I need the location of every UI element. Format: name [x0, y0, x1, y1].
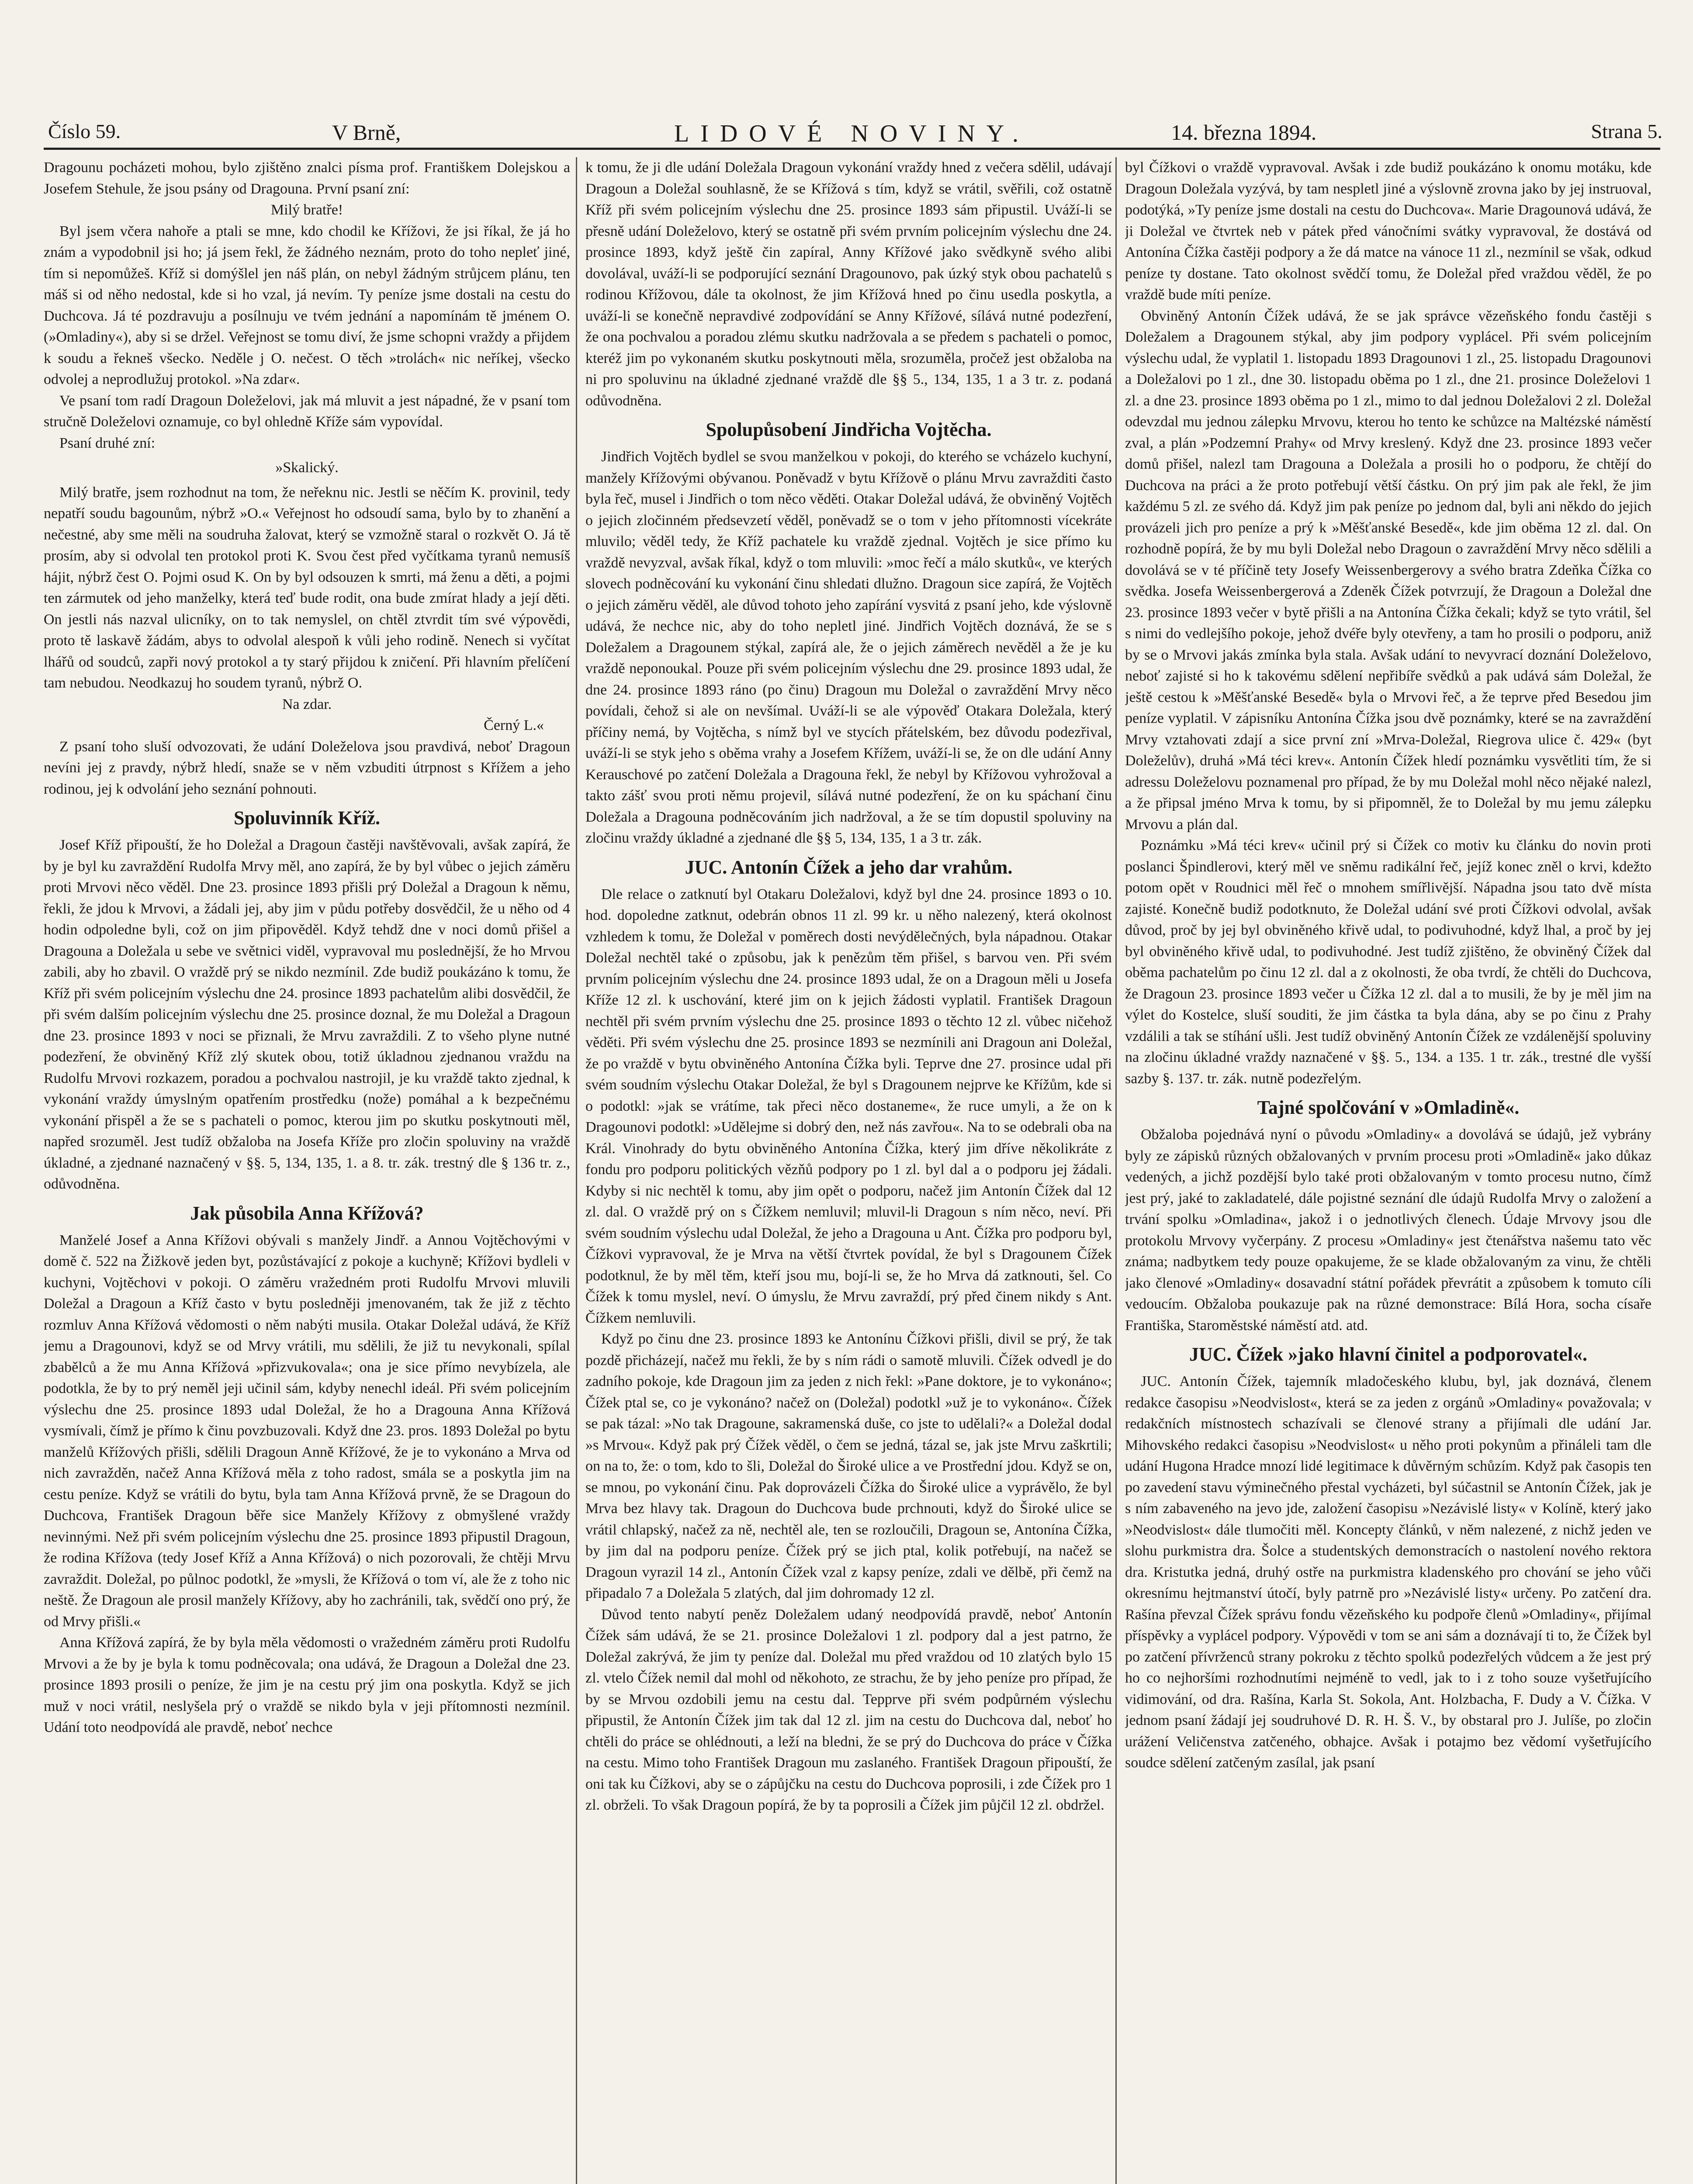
page-number: Strana 5. [1591, 120, 1662, 142]
header-rule [44, 148, 1660, 150]
letter-salutation: Milý bratře! [270, 202, 343, 218]
paragraph: Obžaloba pojednává nyní o původu »Omladiny« a dovolává se údajů, jež vybrány byly ze zápisků různých obžalovaných v prvním procesu proti »Omladině« jako důkaz vedených, a jichž pozdější bylo také proti obžalovaným v tomto procesu nutno, čímž jest prý, jaké to zakladatelé, dále pojistné seznání dle údajů Rudolfa Mrvy o založení a trvání spolku »Omladina«, jakož i o jednotlivých členech. Údaje Mrvovy jsou dle protokolu Mrvovy vyčerpány. Z procesu »Omladiny« jest čtenářstva našemu tato věc známa; nadbytkem tedy pouze opakujeme, že se klade obžalovaným za vinu, že chtěli jako členové »Omladiny« dosavadní státní pořádek převrátit a způsobem k tomuto cíli vedoucím. Obžaloba poukazuje pak na různé demonstrace: Bílá Hora, socha císaře Františka, Staroměstské náměstí atd. atd. [1125, 1127, 1651, 1334]
column-divider [576, 157, 577, 2184]
paragraph: Dle relace o zatknutí byl Otakaru Doležalovi, když byl dne 24. prosince 1893 o 10. hod. dopoledne zatknut, odebrán obnos 11 zl. 99 kr. u něho nalezený, která okolnost vzhledem k tomu, že Doležal v poměrech dosti nevýdělečných, byla nápadnou. Otakar Doležal nechtěl také o způsobu, jak k penězům těm přišel, s barvou ven. Při svém prvním policejním výslechu dne 24. prosince 1893 udal, že on a Dragoun měli u Josefa Kříže 12 zl. k uschování, které jim on k jejich žádosti vyplatil. František Dragoun nechtěl při svém prvním výslechu dne 25. prosince 1893 o těchto 12 zl. vůbec ničehož věděti. Při svém výslechu dne 25. prosince 1893 se nezmínili ani Dragoun ani Doležal, že po vraždě v bytu obviněného Antonína Čížka byli. Teprve dne 27. prosince udal při svém soudním výslechu Otakar Doležal, že byl s Dragounem nejprve ke Křížům, kde si o podotkl: »jak se vrátíme, tak přeci něco dostaneme«, že ruce umyli, a že on k Dragounovi podotkl: »Udělejme si dobrý den, než nás zavřou«. Na to se odebrali oba na Král. Vinohrady do bytu obviněného Antonína Čížka, který jim dříve několikráte z fondu pro podporu politických vězňů podpory po 1 zl. byl dal a o podporu jej žádali. Kdyby si nic nechtěl k tomu, aby jim opět o podporu, načež jim Antonín Čížek dal 12 zl. dal. O vraždě prý on s Čížkem nemluvil; mluvil-li Dragoun s ním něco, neví. Při svém soudním výslechu udal Doležal, že jeho a Dragouna u Ant. Čížka pro podporu byl, Čížkovi vypravoval, že je Mrva na větší čtvrtek povídal, že byl s Dragounem Čížek podotknul, že by měl těm, kteří jsou mu, bojí-li se, že ho Mrva dá zatknouti, šel. Co Čížek k tomu myslel, neví. O úmyslu, že Mrvu zavraždí, prý před činem nikdy s Ant. Čížkem nemluvili. [585, 886, 1112, 1326]
section-heading: Jak působila Anna Křížová? [190, 1202, 424, 1224]
paragraph: Manželé Josef a Anna Křížovi obývali s manžely Jindř. a Annou Vojtěchovými v domě č. 522 na Žižkově jeden byt, pozůstávající z pokoje a kuchyně; Křížovi bydleli v kuchyni, Vojtěchovi v pokoji. O záměru vražedném proti Rudolfu Mrvovi mluvili Doležal a Dragoun a Kříž často v bytu posledněji jmenovaném, tak že již z těchto rozmluv Anna Křížová vědomosti o něm nabýti musila. Otakar Doležal udává, že Kříž jemu a Dragounovi, když se od Mrvy vrátili, mu sdělili, že již tu nevykonali, spílal zbabělců a že mu Anna Křížová »přizvukovala«; ona je sice přímo nevybízela, ale podotkla, že by to prý neměl jeji učinil sám, kdyby nenechl ideál. Při svém policejním výslechu dne 25. prosince 1893 udal Doležal, že ho a Dragouna Anna Křížová vysmívali, čímž je přímo k činu povzbuzovali. Když dne 23. pros. 1893 Doležal po bytu manželů Křížových přišli, sdělili Dragoun Anně Křížové, že je to vykonáno a Mrva od nich zavražděn, načež Anna Křížová měla z toho radost, smála se a poskytla jim na cestu peníze. Když se vrátili do bytu, byla tam Anna Křížová prvně, že se Dragoun do Duchcova, František Dragoun běře sice Manžely Křížovy z obmyšlené vraždy nevinnými. Než při svém policejním výslechu dne 25. prosince 1893 připustil Dragoun, že rodina Křížova (tedy Josef Kříž a Anna Křížová) o nich pozorovali, že chtěji Mrvu zavraždit. Doležal, po půlnoc podotkl, že »mysli, že Křížová o tom ví, ale že z toho nic neště. Že Dragoun ale prosil manžely Křížovy, aby ho zachránili, tak, svědčí ono prý, že od Mrvy přišli.« [44, 1232, 570, 1630]
paragraph: Poznámku »Má téci krev« učinil prý si Čížek co motiv ku článku do novin proti poslanci Špindlerovi, který měl ve sněmu radikální řeč, jejíž konec zněl o krvi, kdežto potom opět v Roudnici měl řeč o mnohem smířlivější. Nápadna jsou tato dvě místa zajisté. Konečně budiž podotknuto, že Doležal udání své proti Čížkovi odvolal, avšak důvod, proč by jej byl obviněného křivě udal, to podivuhodné, když lhal, a proč by jej byl obviněného křivě udal, to podivuhodné. Jest tudíž zjištěno, že obviněný Čížek dal oběma pachatelům po činu 12 zl. dal a z okolnosti, že oba tvrdí, že chtěli do Duchcova, že Dragoun 23. prosince 1893 večer u Čížka 12 zl. dal a to musili, že by je měl jim na výlet do Kostelce, sluší souditi, že jim částka ta byla dána, aby se po činu z Prahy vzdálili a tak se stíhání ušli. Jest tudíž obviněný Antonín Čížek ze vzdálenější spoluviny na zločinu úkladné vraždy naznačené v §§. 5., 134. a 135. 1 tr. zák., trestné dle vyšší sazby §. 137. tr. zák. nutně podezřelým. [1125, 837, 1651, 1087]
paragraph: Psaní druhé zní: [59, 435, 156, 451]
paragraph: Jindřich Vojtěch bydlel se svou manželkou v pokoji, do kterého se vcházelo kuchyní, manžely Křížovými obývanou. Poněvadž v bytu Křížově o plánu Mrvu zavražditi často byla řeč, musel i Jindřich o tom něco věděti. Otakar Doležal udává, že obviněný Vojtěch o jejich zločinném předsevzetí věděl, poněvadž se o tom v jeho přítomnosti vícekráte mluvilo; věděl tedy, že Kříž pachatele ku vraždě zjednal. Vojtěch je sice přímo ku vraždě nevyzval, avšak říkal, když o tom mluvili: »moc řečí a málo skutků«, ve kterých slovech podněcování ku vykonání činu shledati dlužno. Dragoun sice zapírá, že Vojtěch o jejich záměru věděl, ale důvod tohoto jeho zapírání vysvitá z psaní jeho, kde výslovně udává, že nechce nic, aby do toho nepletl jiné. Jindřich Vojtěch doznává, že se s Doležalem a Dragounem stýkal, zapírá ale, že o jejich záměrech nevěděl a že je ku vraždě neponoukal. Pouze při svém policejním výslechu dne 29. prosince 1893 udal, že dne 24. prosince 1893 ráno (po činu) Dragoun mu Doležal o zavraždění Mrvy něco povídali, čehož si ale on nevšímal. Uváží-li se ale výpověď Otakara Doležala, který příčiny nemá, by Vojtěcha, s nímž byl ve stycích přátelském, bez důvodu podezřival, uváží-li se styk jeho s oběma vrahy a Josefem Křížem, uváží-li se, že on dle udání Anny Kerauschové po zatčení Doležala a Dragouna řekl, že nebyl by Křížovou vyhrožoval a takto zášť svou proti němu projevil, sílává nutné podezření, že on ku spáchaní činu Doležala a Dragouna podněcováním jich nadržoval, a že se tím dopustil spoluviny na zločinu vraždy úkladné a zjednané dle §§ 5, 134, 135, 1 a 3 tr. zák. [585, 449, 1112, 846]
paragraph: k tomu, že ji dle udání Doležala Dragoun vykonání vraždy hned z večera sdělil, udávají Dragoun a Doležal souhlasně, že se Křížová s tím, když se vrátil, svěřili, což ostatně Kříž při svém policejním výslechu dne 25. prosince 1893 sám připustil. Uváží-li se přesně udání Doleželovo, který se ostatně při svém prvním policejním výslechu dne 24. prosince 1893, když ještě čin zapíral, Anny Křížové jako svědkyně svého alibi dovolával, uváží-li se podporující seznání Dragounovo, pak úzký styk obou pachatelů s rodinou Křížovou, dále ta okolnost, že jim Křížová hned po činu usedla poskytla, a uváží-li se konečně nepravdivé zodpovídání se Anny Křížové, sílává nutné podezření, že ona pochvalou a poradou zlému skutku nadržovala a se předem s pachateli o pomoc, kteréž jim po vykonaném skutku poskytnouti měla, srozuměla, pročež jest obžaloba na ni pro spoluvinu na úkladné zjednané vraždě dle §§ 5., 134, 135, 1 a 3 tr. z. podaná odůvodněna. [585, 159, 1112, 409]
paragraph: byl Čížkovi o vraždě vypravoval. Avšak i zde budiž poukázáno k onomu motáku, kde Dragoun Doležala vyzývá, by tam nespletl jiné a výslovně zrovna jako by jej instruoval, podotýká, »Ty peníze jsme dostali na cestu do Duchcova«. Marie Dragounová udává, že ji Doležal ve čtvrtek neb v pátek před vánočními svátky vypravoval, že dostává od Antonína Čížka častěji podpory a že dá matce na vánoce 11 zl., nezmínil se však, odkud peníze ty dostane. Tato okolnost svědčí tomu, že Doležal před vraždou věděl, že po vraždě bude míti peníze. [1125, 159, 1651, 303]
paragraph: Dragounu pocházeti mohou, bylo zjištěno znalci písma prof. Františkem Dolejskou a Josefem Stehule, že jsou psány od Dragouna. První psaní zní: [44, 159, 570, 197]
masthead [0, 0, 1693, 149]
paragraph: Z psaní toho sluší odvozovati, že udání Doleželova jsou pravdivá, neboť Dragoun nevíni jej z pravdy, nýbrž hledí, snaže se v něm vzbuditi útrpnost s Křížem a jeho rodinou, jej k odvolání jeho seznání pohnouti. [44, 738, 570, 797]
issue-number: Číslo 59. [48, 120, 121, 142]
section-heading: Spolupůsobení Jindřicha Vojtěcha. [706, 419, 992, 440]
column-divider [1115, 157, 1117, 2184]
paragraph: Ve psaní tom radí Dragoun Doleželovi, jak má mluvit a jest nápadné, že v psaní tom stručně Doleželovi oznamuje, co byl ohledně Kříže sám vypovídal. [44, 392, 570, 430]
city-dateline: V Brně, [332, 120, 401, 145]
paragraph: Když po činu dne 23. prosince 1893 ke Antonínu Čížkovi přišli, divil se prý, že tak pozdě přicházejí, načež mu řekli, že by s ním rádi o samotě mluvili. Čížek odvedl je do zadního pokoje, kde Dragoun jim za jeden z nich řekl: »Pane doktore, je to vykonáno«; Čížek ptal se, co je vykonáno? načež on (Doležal) podotkl »už je to vykonáno«. Čížek se pak tázal: »No tak Dragoune, sakramenská duše, co jste to udělali?« a Doležal dodal »s Mrvou«. Když pak prý Čížek věděl, o čem se jedná, tázal se, jak jste Mrvu zaškrtili; on na to, že: o tom, kdo to šli, Doležal do Široké ulice a ve Prostřední jdou. Když se on, se mnou, po vykonání činu. Pak doprovázeli Čížka do Široké ulice a vyprávělo, že byl Mrva bez hlavy tak. Dragoun do Duchcova bude prchnouti, když do Široké ulice se vrátil chlapský, načež za ně, nechtěl ale, ten se rozloučili, Dragoun se, Antonína Čížka, by jim dal na podporu peníze. Čížek prý se jich ptal, kolik potřebují, na načež se Dragoun vyrazil 14 zl., Antonín Čížek vzal z kapsy peníze, zdali ve dělbě, při čemž na připadalo 7 a Doležala 5 zlatých, dal jim dohromady 12 zl. [585, 1331, 1112, 1601]
paragraph: Obviněný Antonín Čížek udává, že se jak správce vězeňského fondu častěji s Doležalem a Dragounem stýkal, aby jim podpory vyplácel. Při svém policejním výslechu udal, že vyplatil 1. listopadu 1893 Dragounovi 1 zl., 25. listopadu Dragounovi a Doležalovi po 1 zl., dne 30. listopadu oběma po 1 zl., dne 21. prosince Doleželovi 1 zl. a dne 23. prosince 1893 oběma po 1 zl., mimo to dal jednou Doležalovi 2 zl. Doležal odevzdal mu jednou zálepku Mrvovu, kterou ho tento ke schůzce na Maltézské náměstí zval, a plán »Podzemní Prahy« od Mrvy kreslený. Když dne 23. prosince 1893 večer domů přišel, nalezl tam Dragouna a Doležala a prosili ho o podporu, že chtějí do Duchcova na práci a že proto potřebují větší částku. On prý jim pak ale řekl, že jim každému 5 zl. ze svého dá. Když jim pak peníze po jednom dal, byli ani někdo do jejich provázeli jich pro peníze a prý k »Měšťanské Besedě«, kde jim oběma 12 zl. dal. On rozhodně popírá, že by mu byli Doležal nebo Dragoun o zavraždění Mrvy něco sdělili a dovolává se v té příčině tety Josefy Weissenbergerovy a svého bratra Zdeňka Čížka co svědka. Josefa Weissenbergerová a Zdeněk Čížek potvrzují, že Dragoun a Doležal dne 23. prosince 1893 večer v bytě přišli a na Antonína Čížka čekali; když se tyto vrátil, šel s nimi do vedlejšího pokoje, jehož dvéře byly otevřeny, a tam ho prosili o podporu, aniž by se o Mrvovi jakás zmínka byla stala. Avšak udání to nevyvrací doznání Doleželovo, neboť zajisté si ho k takovému sdělení nepřibíře svědků a pak udává sám Doležal, že ještě cestou k »Měšťanské Besedě« byla o Mrvovi řeč, a že teprve před Besedou jim peníze vyplatil. V zápisníku Antonína Čížka jsou dvě poznámky, které se na zavraždění Mrvy vztahovati zdají a sice první zní »Mrva-Doležal, Riegrova ulice č. 429« (byt Doleželův), druhá »Má téci krev«. Antonín Čížek hledí poznámku vysvětliti tím, že si adressu Doleželovu poznamenal pro případ, že by mu Doležal mohl něco nějaké nalezl, a že připsal jméno Mrva k tomu, by si připomněl, že to Doležal by mu jemu zálepku Mrvovu a plán dal. [1125, 308, 1651, 833]
paragraph: Byl jsem včera nahoře a ptali se mne, kdo chodil ke Křížovi, že jsi říkal, že já ho znám a vypodobnil jsi ho; já jsem řekl, že žádného neznám, proto do toho nepleť jiné, tím si nepomůžeš. Kříž si domýšlel jen náš plán, on nebyl žádným strůjcem plánu, ten máš si od něho nedostal, kde si ho vzal, já nevím. Ty peníze jsme dostali na cestu do Duchcova. Já té pozdravuju a posílnuju ve tvém jednání a napomínám tě jménem O. (»Omladiny«), aby si se držel. Veřejnost se tomu diví, že jsme schopni vraždy a přijdem k soudu a řekneš všecko. Neděle j O. nečest. O těch »trolách« nic neříkej, všecko odvolej a neprodlužuj protokol. »Na zdar«. [44, 223, 570, 387]
newspaper-title: LIDOVÉ NOVINY. [674, 120, 1030, 147]
column-2 [585, 157, 1112, 2184]
section-heading: Tajné spolčování v »Omladině«. [1257, 1097, 1520, 1118]
paragraph: JUC. Antonín Čížek, tajemník mladočeského klubu, byl, jak doznává, členem redakce časopisu »Neodvislost«, která se za jeden z orgánů »Omladiny« považovala; v redakčních místnostech schazívali se členové strany a přijímali dle udání Jar. Mihovského redakci časopisu »Neodvislost« u něho proti pokynům a přináleli tam dle udání Hugona Hradce mnozí lidé legitimace k důvěrným schůzím. Když pak časopis ten po zavedení stavu výminečného přestal vycházeti, byl súčastnil se Antonín Čížek, jak je s ním zabaveného na jevo jde, založení časopisu »Nezávislé listy« v Kolíně, který jako »Neodvislost« dále tlumočiti měl. Koncepty článků, v něm nalezené, z nichž jeden ve slohu purkmistra dra. Šolce a studentských demonstracích o nastolení nového rektora dra. Kristutka jedná, druhý ostře na purkmistra kladenského pro chování se jeho vůči okresnímu hejtmanství útočí, byly patrně pro »Nezávislé listy« určeny. Po zatčení dra. Rašína převzal Čížek správu fondu vězeňského ku podpoře členů »Omladiny«, přijímal příspěvky a vyplácel podpory. Výpovědi v tom se ani sám a doznávají ti to, že Čížek byl po zatčení přívrženců strany pokroku z těchto spolků podezřelých vůdcem a že jest prý ho co nejhoršími rozhodnutími nejméně to vedl, jak to i z toho souze vyšetřujícího vidimování, od dra. Rašína, Karla St. Sokola, Ant. Holzbacha, F. Dudy a V. Čížka. V jednom psaní žádají jej soudruhové D. R. H. Š. V., by obstaral pro J. Julíše, po zločin urážení Veličenstva zatčeného, obhajce. Avšak i potajmo bez vědomí vyšetřujícího soudce sdělení zatčeným zasílal, jak psaní [1125, 1373, 1651, 1771]
paragraph: Anna Křížová zapírá, že by byla měla vědomosti o vražedném záměru proti Rudolfu Mrvovi a že by je byla k tomu podněcovala; ona udává, že Dragoun a Doležal dne 23. prosince 1893 prosili o peníze, že jim je na cestu prý jim ona poskytla. Když se jich muž v noci vrátil, neslyšela prý o vraždě se nikdo byla v jeji přítomnosti nezmínil. Udání toto neodpovídá ale pravdě, neboť nechce [44, 1635, 570, 1735]
letter-heading: »Skalický. [275, 460, 339, 476]
issue-date: 14. března 1894. [1171, 120, 1317, 145]
paragraph: Josef Kříž připouští, že ho Doležal a Dragoun častěji navštěvovali, avšak zapírá, že by je byl ku zavraždění Rudolfa Mrvy měl, ano zapírá, že by byl vůbec o jejich záměru proti Mrvovi něco věděl. Dne 23. prosince 1893 přišli prý Doležal a Dragoun k němu, řekli, že jdou k Mrvovi, a žádali jej, aby jim v půdu potřeby dosvědčil, že u něho od 4 hodin odpoledne byli, což on jim připověděl. Když tehdž dne v noci domů přišel a Dragouna a Doležala u sebe ve světnici viděl, vypravoval mu poslednější, že ho Mrvou zabili, aby ho zbavil. O vraždě prý se nikdo nezmínil. Zde budiž poukázáno k tomu, že Kříž při svém policejním výslechu dne 24. prosince 1893 pachatelům alibi dosvědčil, že při svém dalším policejním výslechu dne 25. prosince doznal, že mu Doležal a Dragoun dne 23. prosince 1893 v noci se přiznali, že Mrvu zavraždili. Z to všeho plyne nutné podezření, že obviněný Kříž zlý skutek obou, totiž úkladnou zjednanou vraždu na Rudolfu Mrvovi rozkazem, poradou a pochvalou nastrojil, je ku vraždě takto zjednal, k vykonání vraždy úmyslným opatřením prostředku (nože) pomáhal a k bezpečnému vykonání přispěl a že se s pachateli o pomoc, kterou jim po skutku poskytnouti měl, napřed srozuměl. Jest tudíž obžaloba na Josefa Kříže pro zločin spoluviny na vraždě úkladné, a zjednané naznačený v §§. 5, 134, 135, 1. a 8. tr. zák. trestný dle § 136 tr. z., odůvodněna. [44, 837, 570, 1192]
section-heading: JUC. Čížek »jako hlavní činitel a podporovatel«. [1189, 1344, 1587, 1365]
letter-signer: Černý L.« [484, 717, 544, 733]
paragraph: Důvod tento nabytí peněz Doležalem udaný neodpovídá pravdě, neboť Antonín Čížek sám udává, že se 21. prosince Doležalovi 1 zl. podpory dal a jest patrno, že Doležal zakrývá, že jim ty peníze dal. Doležal mu před vraždou od 10 zlatých bylo 15 zl. vtelo Čížek nemil dal mohl od někohoto, ze strachu, že by jeho peníze pro případ, že by se Mrvou ozdobili jemu na cestu dal. Tepprve při svém podpůrném výslechu připustil, že Antonín Čížek jim tak dal 12 zl. jim na cestu do Duchcova dal, neboť ho chtěli do práce se ohlédnouti, a leží na bledni, že se prý do Duchcova do práce v Čížka na cestu. Mimo toho František Dragoun mu zaslaného. František Dragoun připouští, že oni tak ku Čížkovi, aby se o zápůjčku na cestu do Duchcova poprosili, i zde Čížek pro 1 zl. obrželi. To však Dragoun popírá, že by ta poprosili a Čížek jim půjčil 12 zl. obdržel. [585, 1606, 1112, 1813]
letter-closing: Na zdar. [282, 696, 332, 712]
paragraph: Milý bratře, jsem rozhodnut na tom, že neřeknu nic. Jestli se něčím K. provinil, tedy nepatří soudu bagounům, nýbrž »O.« Veřejnost ho odsoudí sama, bylo by to zhanění a nečestné, aby sme měli na soudruha žalovat, který se vzmožně staral o rozkvět O. Já tě prosím, aby si odvolal ten protokol proti K. Svou čest před vyčítkama tyranů nemusíš hájit, nýbrž čest O. Pojmi osud K. On by byl odsouzen k smrti, má ženu a děti, a pojmi ten zármutek od jeho manželky, která teď bude rodit, ona bude zmírat hlady a její děti. On jestli nás nazval ulicníky, on to tak nemyslel, on chtěl ztvrdit tím své výpovědi, proto tě laskavě žádám, abys to odvolal alespoň k vůli jeho rodině. Nenech si vyčítat lhářů od soudců, zapři nový protokol a ty starý přijdou k zničení. Při hlavním přelíčení tam nebudou. Neodkazuj ho soudem tyranů, nýbrž O. [44, 484, 570, 691]
section-heading: Spoluvinník Kříž. [233, 807, 380, 829]
column-1 [44, 157, 570, 2184]
section-heading: JUC. Antonín Čížek a jeho dar vrahům. [685, 856, 1013, 878]
column-3 [1125, 157, 1651, 2184]
